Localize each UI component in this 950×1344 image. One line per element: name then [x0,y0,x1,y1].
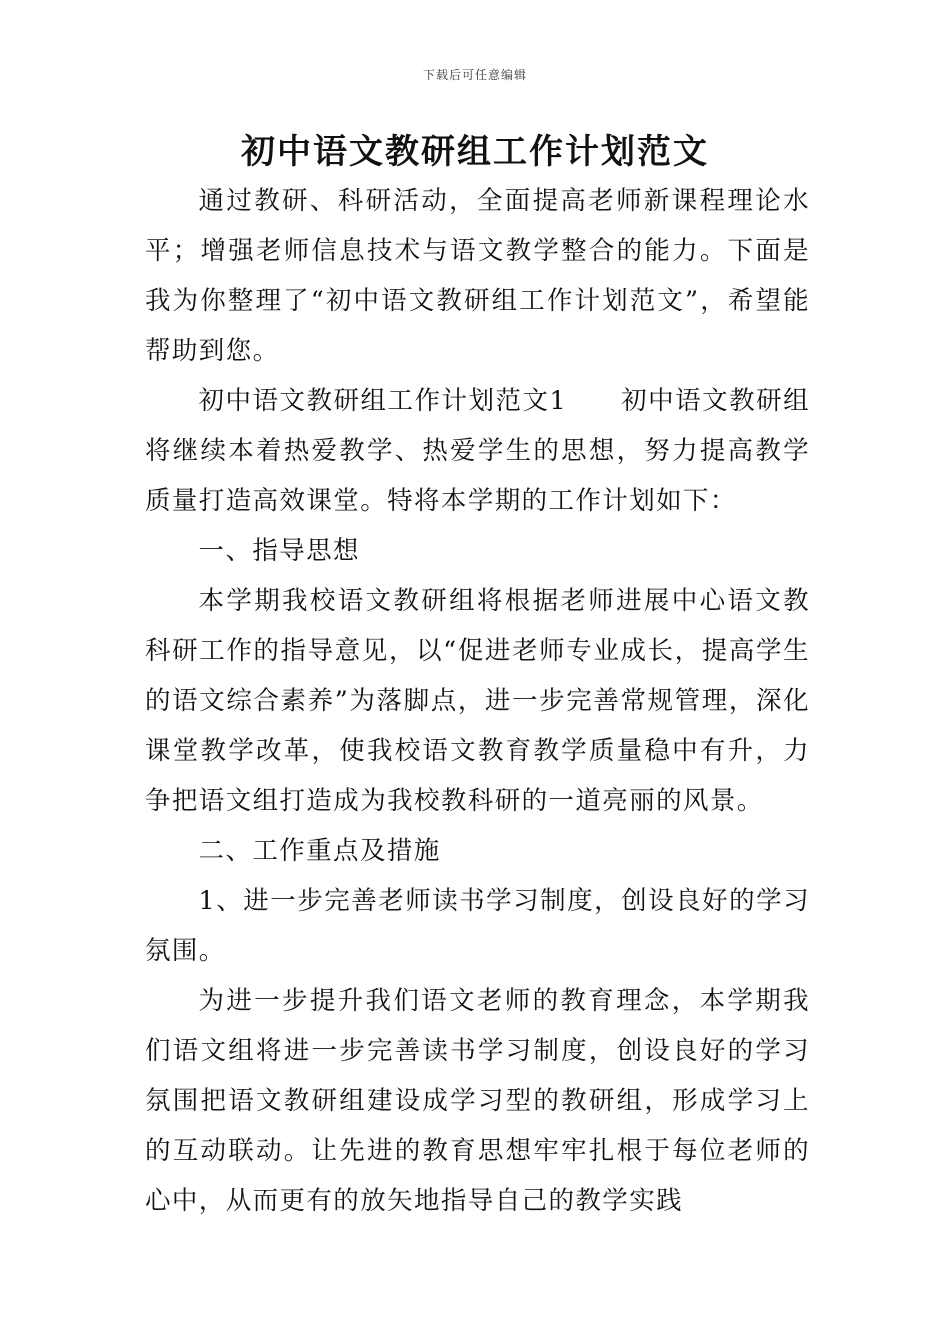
heading-guiding-thought: 一、指导思想 [198,536,360,566]
document-title: 初中语文教研组工作计划范文 [241,132,709,172]
header-note: 下载后可任意编辑 [422,68,527,82]
section-intro-paragraph: 初中语文教研组工作计划范文1 初中语文教研组将继续本着热爱教学、热爱学生的思想，努力提高教学质量打造高效课堂。特将本学期的工作计划如下： [145,386,810,516]
guiding-thought-paragraph: 本学期我校语文教研组将根据老师进展中心语文教科研工作的指导意见，以“促进老师专业成长，提高学生的语文综合素养”为落脚点，进一步完善常规管理，深化课堂教学改革，使我校语文教育教学质量稳中有升，力争把语文组打造成为我校教科研的一道亮丽的风景。 [145,586,810,816]
document-body [145,176,810,1226]
intro-paragraph: 通过教研、科研活动，全面提高老师新课程理论水平；增强老师信息技术与语文教学整合的能力。下面是我为你整理了“初中语文教研组工作计划范文”，希望能帮助到您。 [145,186,810,366]
work-item-1: 1、进一步完善老师读书学习制度，创设良好的学习氛围。 [145,886,810,966]
heading-work-focus: 二、工作重点及措施 [198,836,441,866]
work-item-1-detail: 为进一步提升我们语文老师的教育理念，本学期我们语文组将进一步完善读书学习制度，创设良好的学习氛围把语文教研组建设成学习型的教研组，形成学习上的互动联动。让先进的教育思想牢牢扎根于每位老师的心中，从而更有的放矢地指导自己的教学实践 [145,986,810,1216]
